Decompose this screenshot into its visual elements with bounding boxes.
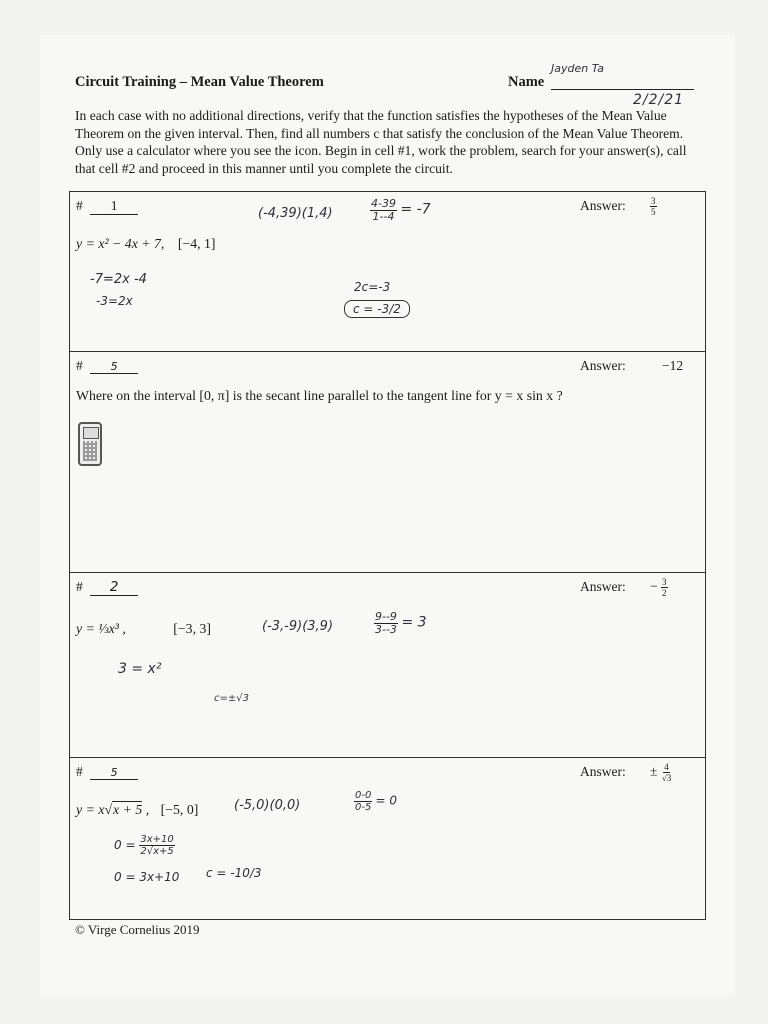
hash-sign: # [76, 198, 83, 213]
cell-2 [69, 351, 706, 573]
answer-label: Answer: [580, 764, 626, 779]
hw-work-line1 [114, 834, 175, 857]
cell-1 [69, 191, 706, 352]
hw-slope-num: 9--9 [375, 610, 397, 623]
instructions: In each case with no additional directions, verify that the function satisfies the hypotheses of the Mean Value Theorem on the given interval. Then, find all numbers c that satisfy the conclusion of the Mean Value Theorem. Only use a calculator where you see the icon. Begin in cell #1, work the problem, search for your answer(s), call that cell #2 and proceed in this manner until you complete the circuit. [75, 108, 687, 176]
answer-numerator: 4 [664, 762, 669, 772]
function-suffix: , [142, 802, 150, 817]
hw-work-line2: -3=2x [96, 294, 133, 308]
answer-sign: − [650, 578, 658, 594]
answer-numerator: 3 [651, 196, 656, 206]
function-text: y = ⅓x³ , [76, 621, 126, 636]
answer-value [650, 762, 672, 783]
function-radicand: x + 5 [113, 802, 143, 817]
hw-slope-result: = 0 [375, 793, 398, 808]
hw-slope-den: 3--3 [375, 623, 397, 636]
hash-sign: # [76, 579, 83, 594]
problem-function [76, 621, 211, 637]
hw-work-line2: 0 = 3x+10 [114, 870, 180, 884]
hw-points: (-3,-9)(3,9) [262, 619, 334, 634]
interval-text: [−3, 3] [173, 621, 211, 636]
answer-value [650, 196, 657, 217]
answer-denominator: 5 [651, 207, 656, 217]
answer-sign: ± [650, 763, 658, 779]
hw-slope [374, 611, 427, 636]
hash-sign: # [76, 358, 83, 373]
cell-4 [69, 757, 706, 920]
worksheet-title: Circuit Training – Mean Value Theorem [75, 74, 324, 90]
function-prefix: y = x [76, 802, 105, 817]
hw-slope-num: 4-39 [371, 197, 396, 210]
cell-number-value: 1 [90, 198, 138, 215]
answer-label: Answer: [580, 358, 626, 373]
cell-number-value: 5 [90, 360, 138, 374]
cell-number-value: 2 [90, 579, 138, 596]
problem-prompt: Where on the interval [0, π] is the secant line parallel to the tangent line for y = x sin x ? [76, 388, 563, 403]
hw-work-line1: 3 = x² [118, 661, 162, 677]
cell-number [76, 579, 138, 596]
hash-sign: # [76, 764, 83, 779]
hw-work-line2: c=±√3 [214, 693, 249, 704]
handwritten-name: Jayden Ta [551, 62, 605, 75]
cell-3 [69, 572, 706, 758]
answer-label: Answer: [580, 198, 626, 213]
hw-slope-result: = 3 [401, 614, 427, 631]
hw-work-line1: -7=2x -4 [90, 272, 147, 287]
hw-work-line3: c = -10/3 [206, 866, 262, 880]
function-text: y = x² − 4x + 7, [76, 236, 165, 251]
hw-slope [370, 198, 431, 223]
problem-function: y = x√x + 5 , [−5, 0] [76, 802, 199, 817]
cell-number-value: 5 [90, 766, 138, 780]
answer-label: Answer: [580, 579, 626, 594]
hw-slope-result: = -7 [400, 201, 431, 218]
hw-eq-num: 3x+10 [140, 834, 174, 845]
hw-slope-num: 0-0 [355, 790, 372, 801]
problem-function [76, 236, 216, 252]
handwritten-date: 2/2/21 [633, 92, 685, 108]
answer-denominator: √3 [661, 773, 672, 783]
answer-value [650, 577, 668, 598]
hw-eq-den: 2√x+5 [140, 846, 174, 857]
interval-text: [−4, 1] [177, 236, 216, 251]
cell-number [76, 198, 138, 215]
hw-slope-den: 0-5 [355, 802, 372, 813]
hw-boxed-answer: c = -3/2 [344, 300, 410, 318]
name-label: Name [508, 74, 545, 90]
hw-eq-lhs: 0 = [114, 838, 136, 852]
hw-points: (-5,0)(0,0) [234, 798, 301, 813]
answer-numerator: 3 [662, 577, 667, 587]
copyright-footer: © Virge Cornelius 2019 [75, 922, 200, 937]
hw-slope-den: 1--4 [372, 210, 395, 223]
cell-number [76, 764, 138, 780]
hw-slope [354, 790, 397, 813]
calculator-icon [78, 422, 102, 466]
hw-work-line3: 2c=-3 [354, 280, 391, 294]
interval-text: [−5, 0] [160, 802, 199, 817]
name-line [551, 89, 694, 90]
hw-points: (-4,39)(1,4) [258, 206, 333, 221]
answer-value: −12 [662, 358, 684, 373]
cell-number [76, 358, 138, 374]
answer-denominator: 2 [662, 588, 667, 598]
